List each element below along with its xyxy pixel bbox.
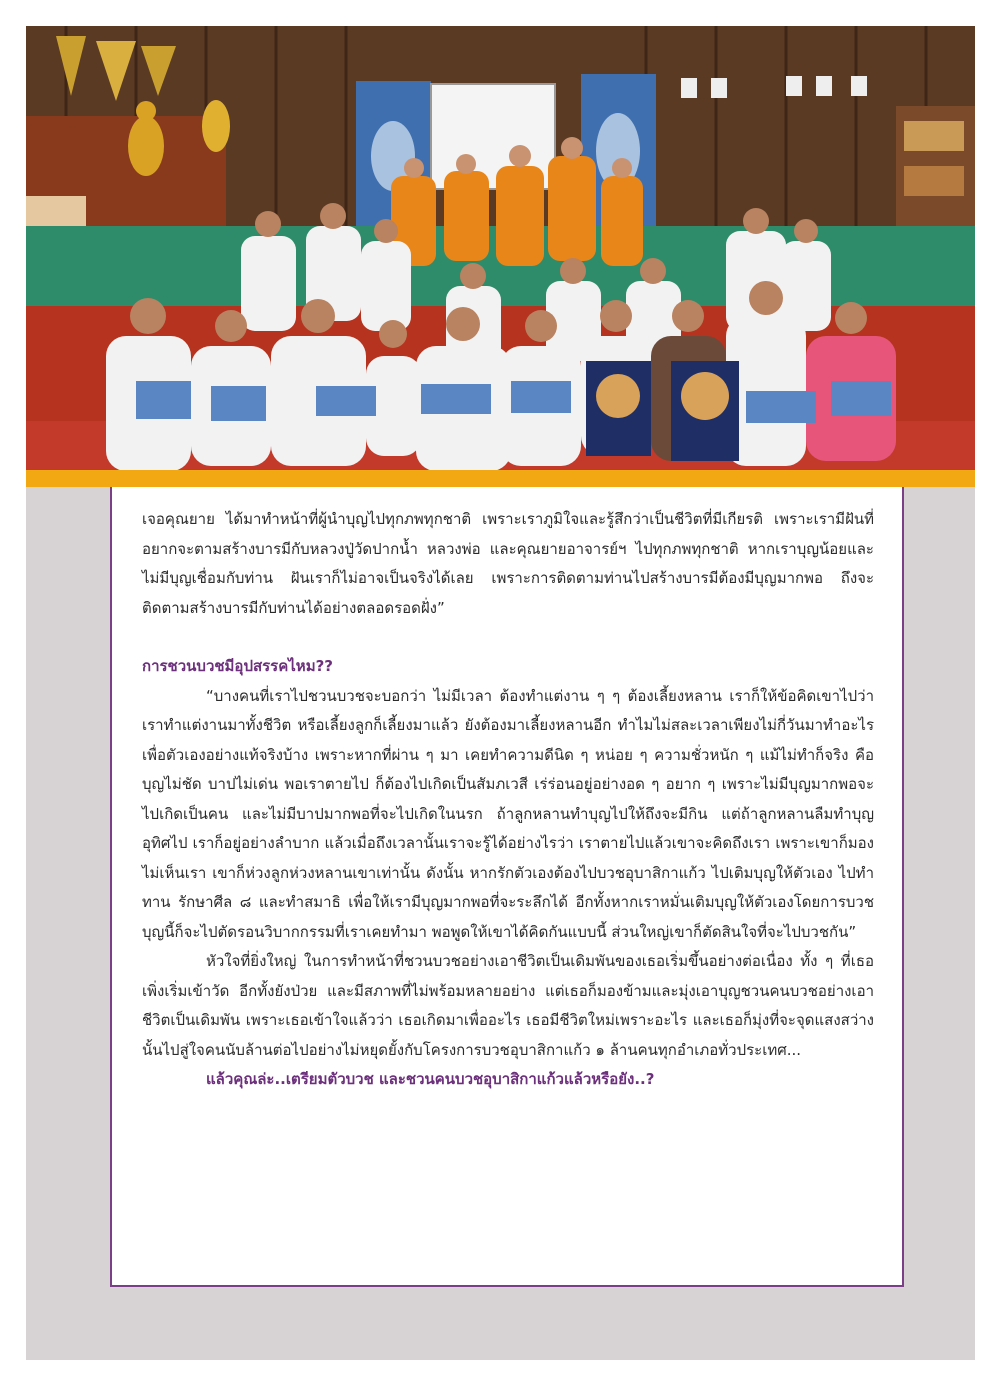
group-photo [26,26,975,470]
section-heading: การชวนบวชมีอุปสรรคไหม?? [142,657,333,675]
closing-question: แล้วคุณล่ะ..เตรียมตัวบวช และชวนคนบวชอุบาสิกาแก้วแล้วหรือยัง..? [206,1070,655,1088]
intro-paragraph: เจอคุณยาย ได้มาทำหน้าที่ผู้นำบุญไปทุกภพทุกชาติ เพราะเราภูมิใจและรู้สึกว่าเป็นชีวิตที่มีเกียรติ เพราะเรามีฝันที่อยากจะตามสร้างบารมีกับหลวงปู่วัดปากน้ำ หลวงพ่อ และคุณยายอาจารย์ฯ ไปทุกภพทุกชาติ หากเราบุญน้อยและไม่มีบุญเชื่อมกับท่าน ฝันเราก็ไม่อาจเป็นจริงได้เลย เพราะการติดตามท่านไปสร้างบารมีต้องมีบุญมากพอ ถึงจะติดตามสร้างบารมีกับท่านได้อย่างตลอดรอดฝั่ง” [142,510,874,617]
quote-paragraph: “บางคนที่เราไปชวนบวชจะบอกว่า ไม่มีเวลา ต้องทำแต่งาน ๆ ๆ ต้องเลี้ยงหลาน เราก็ให้ข้อคิดเขาไปว่า เราทำแต่งานมาทั้งชีวิต หรือเลี้ยงลูกก็เลี้ยงมาแล้ว ยังต้องมาเลี้ยงหลานอีก ทำไมไม่สละเวลาเพียงไม่กี่วันมาทำอะไรเพื่อตัวเองอย่างแท้จริงบ้าง เพราะหากที่ผ่าน ๆ มา เคยทำความดีนิด ๆ หน่อย ๆ ความชั่วหนัก ๆ แม้ไม่ทำก็จริง คือบุญไม่ชัด บาปไม่เด่น พอเราตายไป ก็ต้องไปเกิดเป็นสัมภเวสี เร่ร่อนอยู่อย่างอด ๆ อยาก ๆ เพราะไม่มีบุญมากพอจะไปเกิดเป็นคน และไม่มีบาปมากพอที่จะไปเกิดในนรก ถ้าลูกหลานทำบุญไปให้ถึงจะมีกิน แต่ถ้าลูกหลานลืมทำบุญอุทิศไป เราก็อยู่อย่างลำบาก แล้วเมื่อถึงเวลานั้นเราจะรู้ได้อย่างไรว่า เราตายไปแล้วเขาจะคิดถึงเรา เพราะเขาก็มองไม่เห็นเรา เขาก็ห่วงลูกห่วงหลานเขาเท่านั้น ดังนั้น หากรักตัวเองต้องไปบวชอุบาสิกาแก้ว ไปเติมบุญให้ตัวเอง ไปทำทาน รักษาศีล ๘ และทำสมาธิ เพื่อให้เรามีบุญมากพอที่จะระลึกได้ อีกทั้งหากเราหมั่นเติมบุญให้ตัวเองโดยการบวช บุญนี้ก็จะไปตัดรอนวิบากกรรมที่เราเคยทำมา พอพูดให้เขาได้คิดกันแบบนี้ ส่วนใหญ่เขาก็ตัดสินใจที่จะไปบวชกัน” [142,686,874,941]
article-body [142,505,874,1095]
accent-band [26,470,975,487]
group-photo-icon [26,26,975,470]
body-paragraph: หัวใจที่ยิ่งใหญ่ ในการทำหน้าที่ชวนบวชอย่างเอาชีวิตเป็นเดิมพันของเธอเริ่มขึ้นอย่างต่อเนื่อง ทั้ง ๆ ที่เธอเพิ่งเริ่มเข้าวัด อีกทั้งยังป่วย และมีสภาพที่ไม่พร้อมหลายอย่าง แต่เธอก็มองข้ามและมุ่งเอาบุญชวนคนบวชอย่างเอาชีวิตเป็นเดิมพัน เพราะเธอเข้าใจแล้วว่า เธอเกิดมาเพื่ออะไร เธอมีชีวิตใหม่เพราะอะไร และเธอก็มุ่งที่จะจุดแสงสว่างนั้นไปสู่ใจคนนับล้านต่อไปอย่างไม่หยุดยั้งกับโครงการบวชอุบาสิกาแก้ว ๑ ล้านคนทุกอำเภอทั่วประเทศ... [142,952,874,1059]
